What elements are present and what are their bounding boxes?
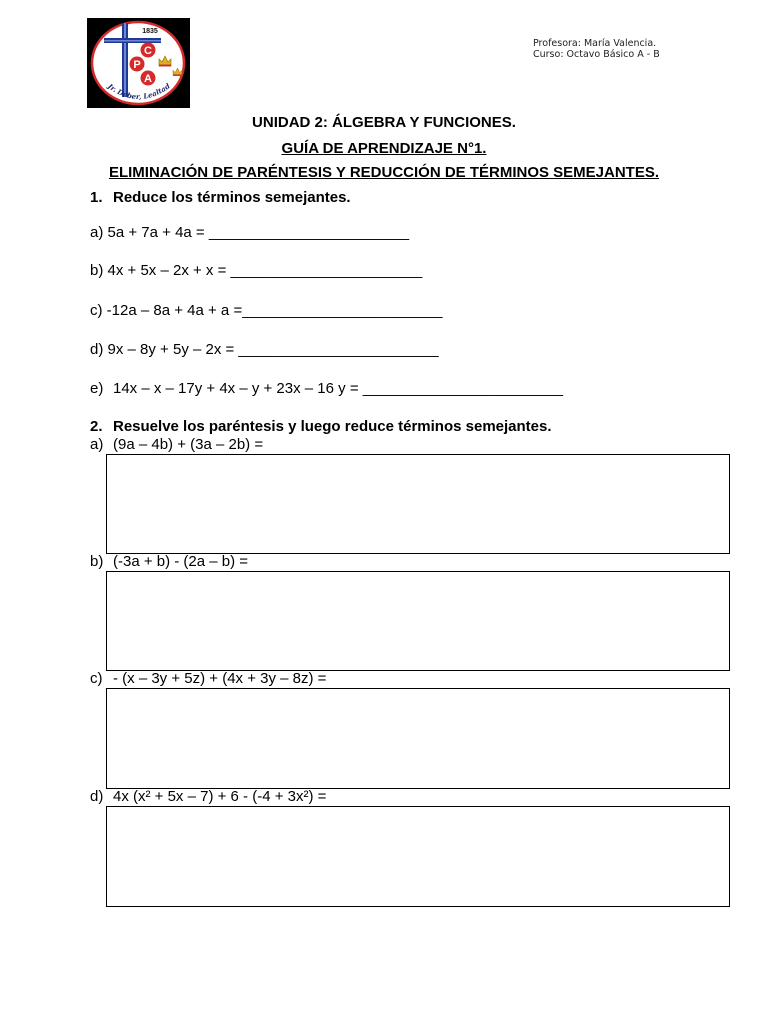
logo-letter: P <box>133 59 141 71</box>
item-expression: (9a – 4b) + (3a – 2b) = <box>113 436 264 453</box>
item-label: c) <box>90 670 103 687</box>
section-number: 1. <box>90 189 103 206</box>
answer-box-2d <box>106 806 730 907</box>
logo-letter-c <box>141 43 156 58</box>
item-expression: (-3a + b) - (2a – b) = <box>113 553 249 570</box>
guide-title <box>0 140 768 158</box>
exercise-1b <box>90 262 422 280</box>
teacher-name: Profesora: María Valencia. <box>533 38 657 49</box>
answer-box-2c <box>106 688 730 789</box>
answer-box-2a <box>106 454 730 554</box>
item-expression: 5a + 7a + 4a = ________________________ <box>107 224 410 241</box>
item-label: d) <box>90 341 104 358</box>
logo-letter: C <box>144 45 152 57</box>
item-expression: 4x + 5x – 2x + x = _______________________ <box>107 262 423 279</box>
item-expression: - (x – 3y + 5z) + (4x + 3y – 8z) = <box>113 670 327 687</box>
exercise-2d <box>90 788 326 806</box>
exercise-1d <box>90 341 439 359</box>
item-label: c) <box>90 302 103 319</box>
guide-title-text: GUÍA DE APRENDIZAJE N°1. <box>281 140 487 157</box>
exercise-1e <box>90 380 563 398</box>
section-title: Reduce los términos semejantes. <box>113 189 351 206</box>
topic-title <box>0 164 768 182</box>
logo-year: 1835 <box>142 28 158 35</box>
topic-title-text: ELIMINACIÓN DE PARÉNTESIS Y REDUCCIÓN DE TÉRMINOS SEMEJANTES. <box>108 164 660 181</box>
answer-box-2b <box>106 571 730 671</box>
section-number: 2. <box>90 418 103 435</box>
item-label: d) <box>90 788 104 805</box>
section-1-heading <box>90 189 351 207</box>
exercise-2a <box>90 436 263 454</box>
item-label: b) <box>90 262 104 279</box>
unit-title: UNIDAD 2: ÁLGEBRA Y FUNCIONES. <box>252 114 516 131</box>
section-title: Resuelve los paréntesis y luego reduce términos semejantes. <box>113 418 552 435</box>
item-expression: 14x – x – 17y + 4x – y + 23x – 16 y = ________________________ <box>113 380 563 397</box>
item-expression: 4x (x² + 5x – 7) + 6 - (-4 + 3x²) = <box>113 788 327 805</box>
item-expression: 9x – 8y + 5y – 2x = ________________________ <box>107 341 439 358</box>
logo-letter-a <box>141 71 156 86</box>
exercise-2c <box>90 670 326 688</box>
item-label: e) <box>90 380 104 397</box>
exercise-1a <box>90 224 409 242</box>
logo-motto-text: Jr. Deber, Lealtad <box>106 81 172 102</box>
section-2-heading <box>90 418 552 436</box>
exercise-2b <box>90 553 248 571</box>
school-logo <box>87 18 190 108</box>
item-label: a) <box>90 224 104 241</box>
item-label: a) <box>90 436 104 453</box>
exercise-1c <box>90 302 442 320</box>
item-expression: -12a – 8a + 4a + a =________________________ <box>106 302 443 319</box>
item-label: b) <box>90 553 104 570</box>
course-name: Curso: Octavo Básico A - B <box>533 49 660 60</box>
logo-letter: A <box>144 73 152 85</box>
logo-letter-p <box>130 57 145 72</box>
